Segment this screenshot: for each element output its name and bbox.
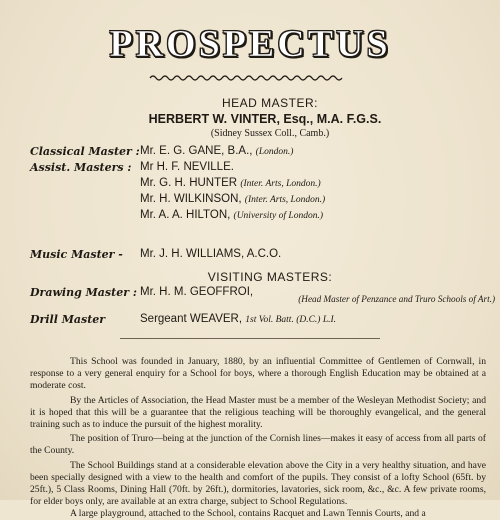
staff-name xyxy=(140,177,321,189)
visiting-masters-label: VISITING MASTERS: xyxy=(207,270,333,284)
body-paragraph xyxy=(30,433,486,457)
staff-role: Music Master - xyxy=(30,248,123,261)
staff-name-text: Mr. J. H. WILLIAMS, A.C.O. xyxy=(140,248,282,260)
staff-role: Drawing Master : xyxy=(30,286,137,299)
staff-qualification: (University of London.) xyxy=(233,211,323,221)
head-master-label: HEAD MASTER: xyxy=(221,96,318,110)
head-master-college: (Sidney Sussex Coll., Camb.) xyxy=(210,128,330,139)
staff-name-text: Mr. A. A. HILTON, xyxy=(140,209,231,221)
head-master-name: HERBERT W. VINTER, Esq., M.A. F.G.S. xyxy=(148,112,382,126)
staff-qualification: (Inter. Arts, London.) xyxy=(240,179,321,189)
body-paragraph xyxy=(30,460,486,508)
body-paragraph xyxy=(30,356,486,392)
staff-name: Mr. H. M. GEOFFROI, xyxy=(140,286,254,298)
body-paragraph xyxy=(30,395,486,431)
staff-name xyxy=(140,145,293,157)
staff-name xyxy=(140,313,336,325)
staff-role: Drill Master xyxy=(30,313,106,326)
page-title: PROSPECTUS xyxy=(109,23,391,65)
ornament-divider-icon xyxy=(0,74,500,82)
paragraph-text: A large playground, attached to the School, contains Racquet and Lawn Tennis Courts, and a xyxy=(70,508,426,519)
staff-name-text: Mr. H. WILKINSON, xyxy=(140,193,242,205)
staff-name xyxy=(140,209,323,221)
staff-name-text: Mr. G. H. HUNTER xyxy=(140,177,238,189)
paragraph-text: The position of Truro—being at the junction of the Cornish lines—makes it easy of access from all parts of the County. xyxy=(30,433,486,456)
staff-name xyxy=(140,248,281,260)
staff-name xyxy=(140,193,325,205)
staff-qualification: (London.) xyxy=(255,147,294,157)
staff-name-text: Mr H. F. NEVILLE. xyxy=(140,161,234,173)
drawing-master-note: (Head Master of Penzance and Truro Schools of Art.) xyxy=(298,294,495,304)
staff-name-text: Mr. E. G. GANE, B.A., xyxy=(140,145,253,157)
section-divider xyxy=(120,338,380,339)
staff-qualification: (Inter. Arts, London.) xyxy=(244,195,326,205)
paragraph-text: By the Articles of Association, the Head Master must be a member of the Wesleyan Methodist Society; and it is hoped that this will be a guarantee that the religious teaching will be thoroughly evangelical, and the general training such as to induce the pursuit of the highest morality. xyxy=(30,395,486,430)
paragraph-text: This School was founded in January, 1880, by an influential Committee of Gentlemen of Cornwall, in response to a very general enquiry for a School for boys, where a thorough English Education may be obtained at a moderate cost. xyxy=(30,356,486,391)
staff-role: Assist. Masters : xyxy=(30,161,132,174)
staff-name xyxy=(140,161,234,173)
body-paragraph xyxy=(30,508,486,520)
paragraph-text: The School Buildings stand at a considerable elevation above the City in a very healthy situation, and have been specially designed with a view to the health and comfort of the pupils. They consist of a lofty School (65ft. by 25ft.), 5 Class Rooms, Dining Hall (70ft. by 26ft.), dormitories, lavatories, sick room, &c., &c. A few private rooms, for elder boys only, are available at an extra charge, subject to School Regulations. xyxy=(30,460,486,507)
staff-qualification: 1st Vol. Batt. (D.C.) L.I. xyxy=(245,315,337,325)
staff-name-text: Sergeant WEAVER, xyxy=(140,313,243,325)
staff-role: Classical Master : xyxy=(30,145,140,158)
